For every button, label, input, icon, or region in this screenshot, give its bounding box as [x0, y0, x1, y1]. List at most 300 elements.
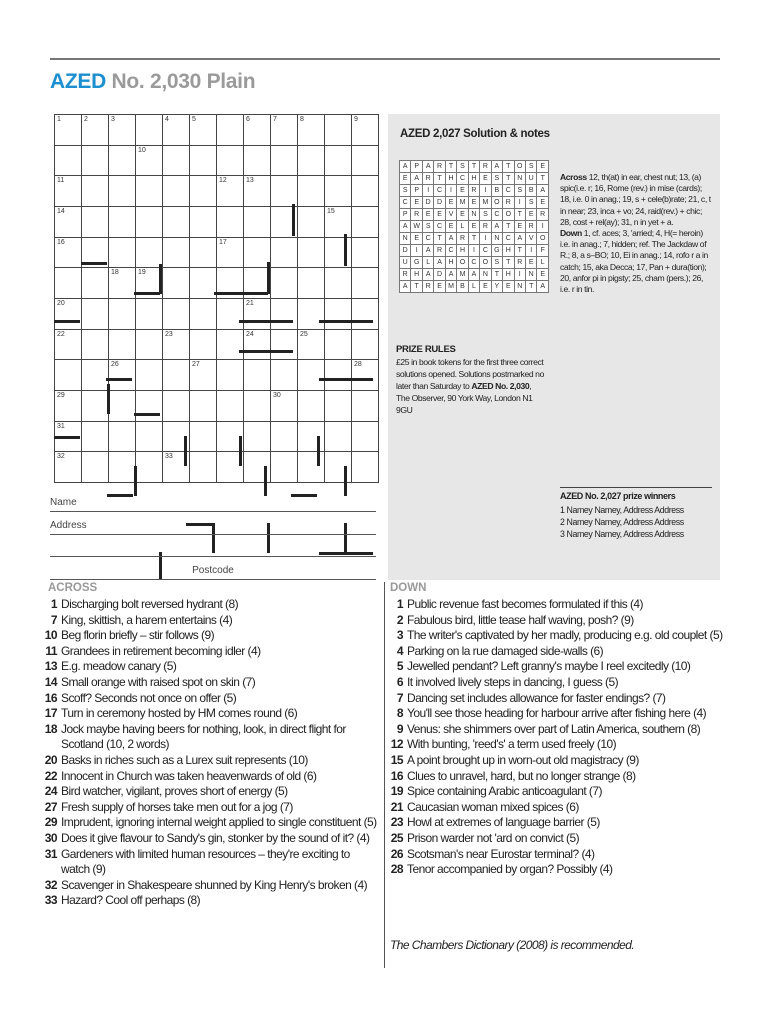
- grid-cell[interactable]: [163, 360, 190, 391]
- solution-cell: R: [434, 161, 445, 173]
- prize-text-1: £25 in book tokens for the first three correct solutions opened. Solutions postmarked no later than Saturday to: [396, 357, 544, 391]
- clue-number: 1: [57, 116, 61, 123]
- solution-cell: I: [422, 185, 433, 197]
- solution-cell: E: [480, 173, 491, 185]
- grid-cell[interactable]: [217, 176, 244, 207]
- address-field-2[interactable]: [50, 556, 376, 557]
- solution-cell: T: [503, 221, 514, 233]
- solution-cell: E: [411, 233, 423, 245]
- clue-item: [40, 675, 378, 691]
- clue-number: 14: [57, 207, 65, 215]
- grid-cell[interactable]: [271, 145, 298, 176]
- grid-cell[interactable]: [163, 298, 190, 329]
- clue-item: [40, 893, 378, 909]
- solution-cell: E: [445, 221, 456, 233]
- grid-cell[interactable]: [163, 268, 190, 299]
- grid-cell[interactable]: [55, 360, 82, 391]
- grid-cell[interactable]: [109, 206, 136, 237]
- grid-cell[interactable]: [82, 268, 109, 299]
- grid-cell[interactable]: [82, 360, 109, 391]
- grid-cell[interactable]: [109, 452, 136, 483]
- solution-cell: C: [480, 245, 491, 257]
- crossword-grid[interactable]: [54, 114, 375, 483]
- grid-cell[interactable]: [352, 115, 379, 146]
- solution-cell: A: [400, 281, 411, 293]
- puzzle-number: No. 2,030 Plain: [111, 70, 256, 93]
- solution-cell: H: [503, 269, 514, 281]
- clue-item-text: Fresh supply of horses take men out for a jog (7): [61, 799, 293, 814]
- clue-item-number: 19: [390, 784, 403, 799]
- grid-cell[interactable]: [244, 115, 271, 146]
- solution-cell: S: [526, 161, 537, 173]
- clue-item-text: Beg florin briefly – stir follows (9): [61, 628, 215, 643]
- grid-cell[interactable]: [82, 145, 109, 176]
- grid-cell[interactable]: [55, 115, 82, 146]
- solution-cell: O: [491, 197, 502, 209]
- grid-bar: [267, 262, 270, 294]
- grid-bar: [186, 523, 212, 526]
- grid-cell[interactable]: [109, 329, 136, 360]
- clue-number: 10: [138, 146, 146, 154]
- solution-cell: O: [503, 209, 514, 221]
- clue-item: [40, 722, 378, 753]
- solution-cell: A: [422, 245, 433, 257]
- clue-item-number: 25: [390, 830, 403, 845]
- solution-cell: L: [422, 257, 433, 269]
- grid-cell[interactable]: [55, 452, 82, 483]
- grid-cell[interactable]: [190, 360, 217, 391]
- clue-item-text: Innocent in Church was taken heavenwards of old (6): [61, 768, 317, 783]
- clue-item-text: Imprudent, ignoring internal weight applied to single constituent (5): [61, 815, 377, 830]
- clue-item-text: Tenor accompanied by organ? Possibly (4): [407, 862, 613, 877]
- grid-cell[interactable]: [109, 145, 136, 176]
- solution-cell: H: [445, 173, 456, 185]
- grid-cell[interactable]: [352, 206, 379, 237]
- clue-item: [386, 847, 726, 863]
- grid-cell[interactable]: [82, 421, 109, 452]
- grid-cell[interactable]: [298, 298, 325, 329]
- solution-cell: O: [514, 161, 525, 173]
- grid-cell[interactable]: [244, 145, 271, 176]
- solution-cell: C: [400, 197, 411, 209]
- grid-cell[interactable]: [109, 298, 136, 329]
- clue-item-text: Bird watcher, vigilant, proves short of energy (5): [61, 784, 288, 799]
- clue-item-text: Howl at extremes of language barrier (5): [407, 815, 600, 830]
- solution-cell: P: [411, 161, 423, 173]
- solution-cell: S: [514, 185, 525, 197]
- grid-cell[interactable]: [325, 298, 352, 329]
- grid-cell[interactable]: [352, 421, 379, 452]
- grid-cell[interactable]: [298, 145, 325, 176]
- solution-cell: H: [468, 173, 479, 185]
- clue-number: 20: [57, 299, 65, 307]
- clue-item-number: 5: [396, 659, 403, 674]
- grid-cell[interactable]: [325, 452, 352, 483]
- name-label: Name: [50, 497, 77, 508]
- grid-cell[interactable]: [163, 390, 190, 421]
- solution-cell: T: [503, 161, 514, 173]
- solution-cell: C: [457, 173, 468, 185]
- clue-item-text: Dancing set includes allowance for faster endings? (7): [407, 690, 666, 705]
- clue-item-number: 9: [396, 721, 403, 736]
- grid-cell[interactable]: [55, 176, 82, 207]
- grid-cell[interactable]: [136, 421, 163, 452]
- grid-cell[interactable]: [82, 452, 109, 483]
- grid-cell[interactable]: [163, 145, 190, 176]
- grid-bar: [159, 264, 162, 294]
- prize-rules-heading: PRIZE RULES: [396, 344, 456, 355]
- clue-item-text: Public revenue fast becomes formulated if this (4): [407, 597, 643, 611]
- solution-cell: E: [422, 209, 433, 221]
- clue-number: 25: [300, 330, 308, 338]
- solution-cell: N: [480, 269, 491, 281]
- grid-cell[interactable]: [271, 421, 298, 452]
- solution-cell: M: [457, 269, 468, 281]
- solution-cell: B: [526, 185, 537, 197]
- clue-item: [386, 769, 726, 785]
- grid-cell[interactable]: [55, 268, 82, 299]
- solution-cell: C: [503, 233, 514, 245]
- solution-cell: A: [422, 161, 433, 173]
- solution-cell: A: [537, 185, 549, 197]
- grid-cell[interactable]: [271, 237, 298, 268]
- solution-cell: I: [537, 221, 549, 233]
- solution-cell: M: [457, 197, 468, 209]
- clue-item: [386, 737, 726, 753]
- solution-cell: W: [411, 221, 423, 233]
- clue-item-number: 7: [396, 690, 403, 705]
- solution-cell: R: [400, 269, 411, 281]
- grid-cell[interactable]: [109, 115, 136, 146]
- grid-cell[interactable]: [82, 115, 109, 146]
- grid-cell[interactable]: [163, 115, 190, 146]
- clue-item-text: Prison warder not 'ard on convict (5): [407, 830, 580, 845]
- grid-cell[interactable]: [298, 360, 325, 391]
- grid-cell[interactable]: [271, 329, 298, 360]
- solution-cell: N: [468, 209, 479, 221]
- clue-item-number: 23: [390, 815, 403, 830]
- solution-cell: R: [411, 209, 423, 221]
- grid-cell[interactable]: [298, 176, 325, 207]
- clue-number: 5: [192, 116, 196, 123]
- clue-item-text: Scavenger in Shakespeare shunned by King Henry's broken (4): [61, 877, 368, 892]
- grid-cell[interactable]: [271, 452, 298, 483]
- solution-cell: S: [400, 185, 411, 197]
- grid-cell[interactable]: [109, 390, 136, 421]
- clue-number: 24: [246, 330, 254, 338]
- clue-item-text: Jock maybe having beers for nothing, look, in direct flight for Scotland (10, 2 words): [61, 721, 346, 752]
- grid-cell[interactable]: [325, 237, 352, 268]
- grid-cell[interactable]: [82, 329, 109, 360]
- grid-cell[interactable]: [217, 206, 244, 237]
- solution-cell: P: [411, 185, 423, 197]
- solution-cell: I: [514, 269, 525, 281]
- grid-cell[interactable]: [217, 390, 244, 421]
- solution-cell: A: [537, 281, 549, 293]
- grid-cell[interactable]: [55, 298, 82, 329]
- solution-cell: U: [526, 173, 537, 185]
- grid-cell[interactable]: [298, 390, 325, 421]
- grid-cell[interactable]: [352, 145, 379, 176]
- grid-cell[interactable]: [190, 115, 217, 146]
- name-field[interactable]: [50, 511, 376, 512]
- clue-item-number: 1: [396, 597, 403, 611]
- grid-cell[interactable]: [55, 329, 82, 360]
- grid-cell[interactable]: [325, 268, 352, 299]
- grid-cell[interactable]: [271, 360, 298, 391]
- clue-item-text: King, skittish, a harem entertains (4): [61, 612, 233, 627]
- clue-item-text: Turn in ceremony hosted by HM comes round (6): [61, 706, 298, 721]
- grid-cell[interactable]: [190, 145, 217, 176]
- clue-number: 13: [246, 177, 254, 185]
- winners-heading: AZED No. 2,027 prize winners: [560, 491, 676, 501]
- postcode-field[interactable]: [50, 579, 376, 580]
- grid-cell[interactable]: [82, 390, 109, 421]
- clue-item: [386, 722, 726, 738]
- solution-cell: U: [400, 257, 411, 269]
- clue-item: [40, 769, 378, 785]
- grid-cell[interactable]: [136, 329, 163, 360]
- grid-bar: [107, 384, 110, 414]
- grid-cell[interactable]: [217, 298, 244, 329]
- solution-cell: E: [514, 221, 525, 233]
- solution-cell: R: [422, 281, 433, 293]
- grid-cell[interactable]: [244, 176, 271, 207]
- grid-cell[interactable]: [244, 360, 271, 391]
- clue-item-text: Scoff? Seconds not once on offer (5): [61, 690, 237, 705]
- clue-item-number: 33: [44, 893, 57, 908]
- grid-cell[interactable]: [190, 390, 217, 421]
- grid-bar: [344, 466, 347, 496]
- grid-cell[interactable]: [352, 237, 379, 268]
- clue-number: 30: [273, 391, 281, 399]
- grid-cell[interactable]: [55, 237, 82, 268]
- grid-cell[interactable]: [190, 237, 217, 268]
- grid-cell[interactable]: [352, 268, 379, 299]
- grid-cell[interactable]: [82, 298, 109, 329]
- clue-number: 4: [165, 116, 169, 123]
- clue-item-number: 24: [44, 784, 57, 799]
- grid-bar: [184, 436, 187, 466]
- clue-item-text: E.g. meadow canary (5): [61, 659, 177, 674]
- grid-cell[interactable]: [163, 237, 190, 268]
- grid-cell[interactable]: [352, 360, 379, 391]
- grid-cell[interactable]: [136, 298, 163, 329]
- grid-cell[interactable]: [217, 237, 244, 268]
- grid-bar: [344, 234, 347, 266]
- dictionary-recommendation: The Chambers Dictionary (2008) is recommended.: [390, 938, 635, 952]
- grid-cell[interactable]: [271, 390, 298, 421]
- grid-cell[interactable]: [190, 206, 217, 237]
- grid-cell[interactable]: [352, 298, 379, 329]
- clue-number: 2: [84, 116, 88, 123]
- grid-cell[interactable]: [298, 237, 325, 268]
- clue-item: [40, 815, 378, 831]
- grid-cell[interactable]: [55, 206, 82, 237]
- grid-cell[interactable]: [136, 176, 163, 207]
- clue-item-text: Gardeners with limited human resources – they're exciting to watch (9): [61, 846, 350, 877]
- solution-cell: A: [422, 269, 433, 281]
- grid-cell[interactable]: [190, 452, 217, 483]
- grid-cell[interactable]: [55, 145, 82, 176]
- winners-list: [560, 504, 684, 540]
- grid-cell[interactable]: [325, 390, 352, 421]
- grid-cell[interactable]: [217, 115, 244, 146]
- grid-cell[interactable]: [190, 421, 217, 452]
- grid-bar: [319, 378, 373, 381]
- grid-cell[interactable]: [163, 329, 190, 360]
- grid-cell[interactable]: [271, 298, 298, 329]
- grid-cell[interactable]: [136, 206, 163, 237]
- solution-cell: E: [411, 197, 423, 209]
- clue-item: [386, 815, 726, 831]
- solution-cell: A: [400, 161, 411, 173]
- clue-item-text: Caucasian woman mixed spices (6): [407, 799, 579, 814]
- solution-cell: S: [491, 257, 502, 269]
- grid-cell[interactable]: [298, 115, 325, 146]
- grid-cell[interactable]: [163, 176, 190, 207]
- grid-cell[interactable]: [109, 421, 136, 452]
- grid-cell[interactable]: [109, 237, 136, 268]
- grid-cell[interactable]: [298, 452, 325, 483]
- solution-cell: E: [400, 173, 411, 185]
- clue-item-number: 31: [44, 846, 57, 861]
- grid-bar: [239, 436, 242, 466]
- grid-cell[interactable]: [271, 268, 298, 299]
- grid-cell[interactable]: [325, 206, 352, 237]
- grid-bar: [54, 320, 80, 323]
- clue-number: 15: [327, 207, 335, 215]
- grid-cell[interactable]: [244, 206, 271, 237]
- grid-bar: [134, 292, 160, 295]
- clue-item-number: 16: [44, 690, 57, 705]
- solution-cell: R: [468, 185, 479, 197]
- solution-cell: B: [457, 281, 468, 293]
- solution-cell: D: [400, 245, 411, 257]
- grid-cell[interactable]: [325, 329, 352, 360]
- solution-cell: T: [514, 245, 525, 257]
- grid-cell[interactable]: [325, 421, 352, 452]
- solution-cell: V: [526, 233, 537, 245]
- grid-cell[interactable]: [163, 206, 190, 237]
- grid-cell[interactable]: [217, 360, 244, 391]
- grid-cell[interactable]: [190, 298, 217, 329]
- grid-cell[interactable]: [298, 268, 325, 299]
- clue-item: [386, 613, 726, 629]
- clue-item: [40, 878, 378, 894]
- clue-number: 33: [165, 453, 173, 461]
- grid-cell[interactable]: [325, 176, 352, 207]
- solution-cell: I: [445, 185, 456, 197]
- grid-cell[interactable]: [325, 360, 352, 391]
- solution-cell: N: [514, 281, 525, 293]
- solution-cell: H: [445, 257, 456, 269]
- grid-cell[interactable]: [136, 360, 163, 391]
- page-title: [50, 70, 255, 94]
- grid-cell[interactable]: [271, 115, 298, 146]
- grid-cell[interactable]: [244, 298, 271, 329]
- solution-cell: C: [503, 185, 514, 197]
- grid-cell[interactable]: [352, 176, 379, 207]
- grid-cell[interactable]: [190, 329, 217, 360]
- grid-cell[interactable]: [298, 206, 325, 237]
- solution-cell: E: [434, 209, 445, 221]
- solution-panel: [388, 114, 720, 580]
- grid-cell[interactable]: [244, 329, 271, 360]
- clue-item-text: The writer's captivated by her madly, producing e.g. old couplet (5): [407, 628, 723, 643]
- grid-cell[interactable]: [109, 360, 136, 391]
- clue-number: 26: [111, 361, 119, 369]
- grid-cell[interactable]: [325, 145, 352, 176]
- grid-cell[interactable]: [244, 390, 271, 421]
- clue-number: 19: [138, 269, 146, 277]
- clue-item-number: 8: [396, 706, 403, 721]
- prize-bold: AZED No. 2,030: [471, 381, 530, 391]
- grid-cell[interactable]: [244, 421, 271, 452]
- grid-cell[interactable]: [136, 390, 163, 421]
- solution-cell: E: [480, 281, 491, 293]
- solution-cell: E: [434, 281, 445, 293]
- grid-cell[interactable]: [82, 176, 109, 207]
- clue-item: [40, 800, 378, 816]
- solution-cell: A: [514, 233, 525, 245]
- solution-cell: E: [503, 281, 514, 293]
- clue-item-number: 7: [50, 612, 57, 627]
- solution-cell: N: [491, 233, 502, 245]
- grid-cell[interactable]: [217, 329, 244, 360]
- clue-item-number: 30: [44, 830, 57, 845]
- solution-cell: N: [514, 173, 525, 185]
- grid-bar: [134, 466, 137, 496]
- grid-cell[interactable]: [190, 176, 217, 207]
- grid-cell[interactable]: [352, 452, 379, 483]
- clue-number: 18: [111, 269, 119, 277]
- solution-cell: E: [526, 257, 537, 269]
- grid-cell[interactable]: [217, 145, 244, 176]
- grid-cell[interactable]: [136, 115, 163, 146]
- clue-number: 28: [354, 361, 362, 369]
- solution-cell: T: [526, 281, 537, 293]
- clue-item-text: Discharging bolt reversed hydrant (8): [61, 597, 239, 611]
- grid-cell[interactable]: [352, 329, 379, 360]
- grid-cell[interactable]: [109, 176, 136, 207]
- clue-item-number: 18: [44, 721, 57, 736]
- grid-cell[interactable]: [325, 115, 352, 146]
- clue-number: 16: [57, 238, 65, 246]
- grid-cell[interactable]: [136, 145, 163, 176]
- grid-cell[interactable]: [190, 268, 217, 299]
- solution-cell: R: [514, 257, 525, 269]
- clue-item: [40, 628, 378, 644]
- down-clues: [386, 597, 726, 878]
- clue-number: 23: [165, 330, 173, 338]
- grid-cell[interactable]: [82, 206, 109, 237]
- grid-cell[interactable]: [352, 390, 379, 421]
- grid-cell[interactable]: [298, 329, 325, 360]
- solution-cell: I: [480, 185, 491, 197]
- clue-item: [40, 847, 378, 878]
- solution-cell: N: [526, 269, 537, 281]
- clue-item: [40, 659, 378, 675]
- address-field[interactable]: [50, 534, 376, 535]
- grid-cell[interactable]: [55, 390, 82, 421]
- grid-cell[interactable]: [271, 176, 298, 207]
- winner-item: 2 Namey Namey, Address Address: [560, 517, 684, 527]
- grid-cell[interactable]: [298, 421, 325, 452]
- grid-cell[interactable]: [109, 268, 136, 299]
- grid-cell[interactable]: [136, 452, 163, 483]
- winner-item: 3 Namey Namey, Address Address: [560, 529, 684, 539]
